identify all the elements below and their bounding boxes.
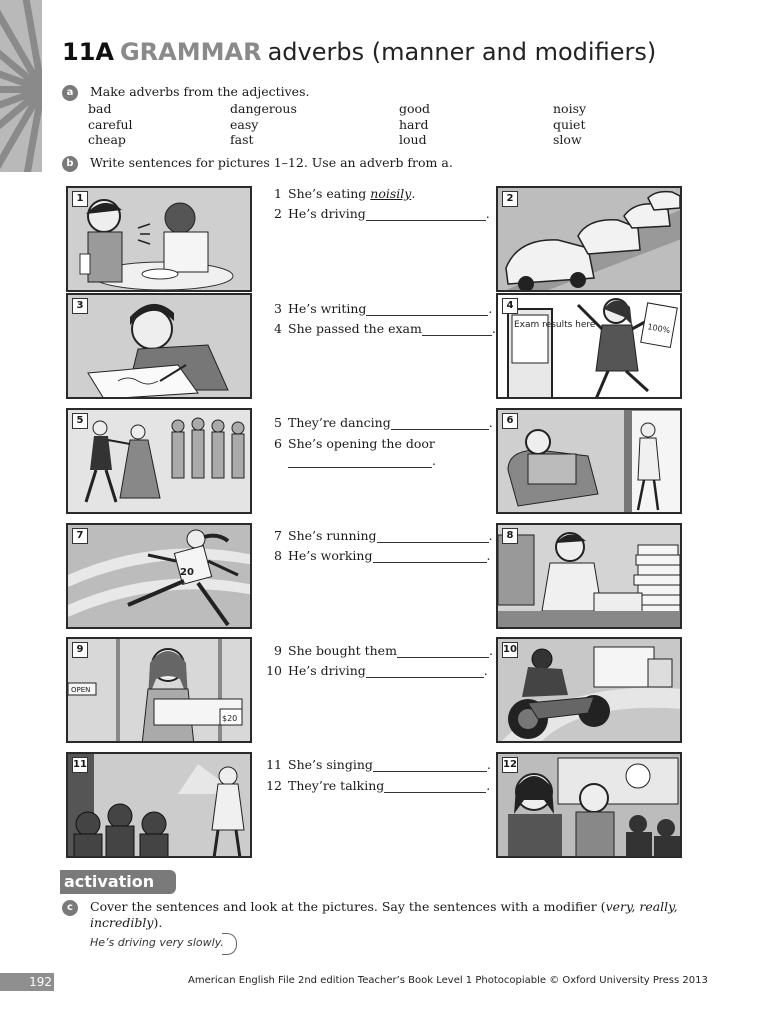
picture-number: 6 bbox=[502, 413, 518, 429]
page-title bbox=[62, 38, 656, 66]
activation-instruction-line-1: Cover the sentences and look at the pictures. Say the sentences with a modifier (very, really, bbox=[90, 899, 678, 914]
door-illustration bbox=[498, 410, 682, 514]
sentence-7: 7 She’s running . bbox=[274, 528, 493, 543]
adjective-word: slow bbox=[553, 132, 582, 147]
picture-4-exam bbox=[496, 293, 682, 399]
exam-results-sign: Exam results here bbox=[514, 320, 596, 330]
picture-number: 4 bbox=[502, 298, 518, 314]
sentence-4: 4 She passed the exam . bbox=[274, 321, 496, 336]
test-score-text: 100% bbox=[646, 322, 671, 336]
answer-blank[interactable] bbox=[366, 303, 488, 316]
picture-3-writing bbox=[66, 293, 252, 399]
sentence-3: 3 He’s writing . bbox=[274, 301, 493, 316]
adjective-word: quiet bbox=[553, 117, 586, 132]
picture-11-singing bbox=[66, 752, 252, 858]
picture-9-shopping bbox=[66, 637, 252, 743]
sentence-6: 6 She’s opening the door bbox=[274, 436, 435, 451]
adjective-word: easy bbox=[230, 117, 259, 132]
sentence-2: 2 He’s driving . bbox=[274, 206, 490, 221]
picture-2-driving bbox=[496, 186, 682, 292]
writing-illustration bbox=[68, 295, 252, 399]
traffic-illustration bbox=[498, 188, 682, 292]
sentence-8: 8 He’s working . bbox=[274, 548, 491, 563]
sentence-9: 9 She bought them . bbox=[274, 643, 493, 658]
page-number: 192 bbox=[0, 973, 54, 991]
copyright-footer: American English File 2nd edition Teacher’s Book Level 1 Photocopiable © Oxford University Press 2013 bbox=[188, 975, 708, 986]
picture-number: 10 bbox=[502, 642, 518, 658]
answer-blank[interactable] bbox=[422, 323, 492, 336]
adjective-word: fast bbox=[230, 132, 254, 147]
picture-6-door bbox=[496, 408, 682, 514]
picture-number: 11 bbox=[72, 757, 88, 773]
exercise-b-instruction: Write sentences for pictures 1–12. Use an adverb from a. bbox=[90, 155, 453, 170]
eating-illustration bbox=[68, 188, 252, 292]
adjective-word: noisy bbox=[553, 101, 587, 116]
sentence-11: 11 She’s singing . bbox=[266, 757, 491, 772]
picture-number: 12 bbox=[502, 757, 518, 773]
adjective-word: good bbox=[399, 101, 431, 116]
picture-number: 8 bbox=[502, 528, 518, 544]
sentence-5: 5 They’re dancing . bbox=[274, 415, 493, 430]
picture-8-working bbox=[496, 523, 682, 629]
corner-sunburst-decoration bbox=[0, 0, 42, 172]
sentence-10: 10 He’s driving . bbox=[266, 663, 488, 678]
answer-blank[interactable] bbox=[366, 665, 484, 678]
exercise-b-badge: b bbox=[62, 156, 78, 172]
picture-number: 1 bbox=[72, 191, 88, 207]
answer-blank[interactable] bbox=[366, 208, 486, 221]
answer-blank[interactable] bbox=[373, 550, 487, 563]
exercise-a-instruction: Make adverbs from the adjectives. bbox=[90, 84, 310, 99]
picture-number: 5 bbox=[72, 413, 88, 429]
answer-blank[interactable] bbox=[373, 759, 487, 772]
picture-5-dancing bbox=[66, 408, 252, 514]
unit-number: 11A bbox=[62, 38, 114, 66]
price-tag-text: $20 bbox=[222, 714, 238, 723]
adjective-word: cheap bbox=[88, 132, 126, 147]
shopping-illustration bbox=[68, 639, 252, 743]
section-label: GRAMMAR bbox=[119, 38, 262, 66]
activation-label: activation bbox=[60, 870, 176, 894]
picture-number: 7 bbox=[72, 528, 88, 544]
exam-illustration bbox=[498, 295, 682, 399]
picture-1-eating bbox=[66, 186, 252, 292]
sentence-12: 12 They’re talking . bbox=[266, 778, 491, 793]
exercise-a-badge: a bbox=[62, 85, 78, 101]
answer-blank[interactable] bbox=[377, 530, 489, 543]
cinema-illustration bbox=[498, 754, 682, 858]
adjective-word: loud bbox=[399, 132, 427, 147]
open-sign-text: OPEN bbox=[71, 686, 91, 694]
dancing-illustration bbox=[68, 410, 252, 514]
runner-bib-number: 20 bbox=[180, 567, 194, 578]
example-sentence: He’s driving very slowly. bbox=[90, 936, 224, 949]
picture-number: 3 bbox=[72, 298, 88, 314]
adjective-word: hard bbox=[399, 117, 429, 132]
running-illustration bbox=[68, 525, 252, 629]
activation-instruction-line-2: incredibly). bbox=[90, 915, 163, 930]
picture-7-running bbox=[66, 523, 252, 629]
picture-10-motorbike bbox=[496, 637, 682, 743]
sentence-6-continuation: . bbox=[288, 453, 436, 468]
answer-blank[interactable] bbox=[397, 645, 489, 658]
sample-answer: noisily bbox=[370, 186, 412, 201]
topic-label: adverbs (manner and modifiers) bbox=[267, 38, 657, 66]
picture-12-cinema bbox=[496, 752, 682, 858]
adjective-word: bad bbox=[88, 101, 112, 116]
motorbike-illustration bbox=[498, 639, 682, 743]
answer-blank[interactable] bbox=[384, 780, 486, 793]
sentence-1: 1 She’s eating noisily . bbox=[274, 186, 416, 201]
picture-number: 9 bbox=[72, 642, 88, 658]
office-illustration bbox=[498, 525, 682, 629]
answer-blank[interactable] bbox=[288, 455, 432, 468]
answer-blank[interactable] bbox=[391, 417, 489, 430]
picture-number: 2 bbox=[502, 191, 518, 207]
adjective-word: careful bbox=[88, 117, 133, 132]
speech-bubble-icon bbox=[222, 933, 237, 955]
singing-illustration bbox=[68, 754, 252, 858]
adjective-word: dangerous bbox=[230, 101, 297, 116]
exercise-c-badge: c bbox=[62, 900, 78, 916]
